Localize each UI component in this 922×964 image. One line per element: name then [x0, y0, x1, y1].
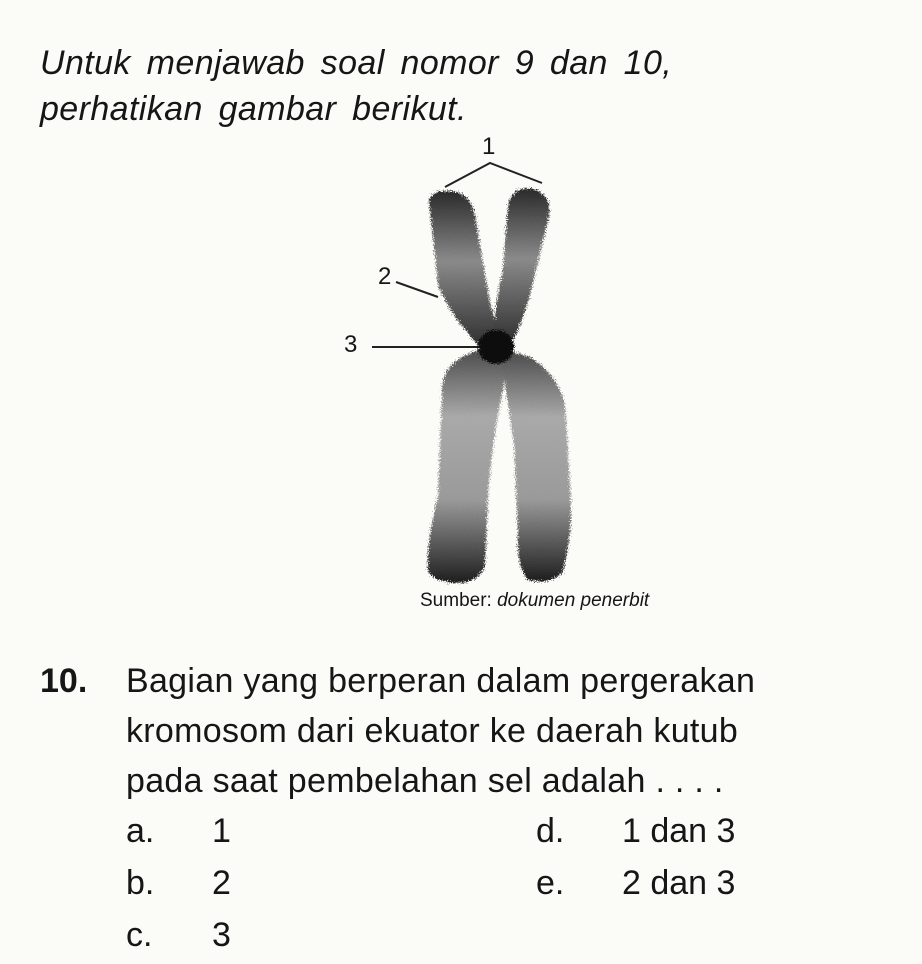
option-a-text: 1 — [212, 812, 231, 850]
question-line-3: pada saat pembelahan sel adalah . . . . — [126, 762, 724, 800]
option-e-text: 2 dan 3 — [622, 864, 736, 902]
chromosome-illustration — [330, 125, 750, 620]
question-text — [126, 656, 906, 806]
instruction-line-2: perhatikan gambar berikut. — [40, 90, 467, 128]
chromosome-figure — [330, 125, 750, 620]
question-line-1: Bagian yang berperan dalam pergerakan — [126, 662, 756, 700]
option-b-text: 2 — [212, 864, 231, 902]
option-d-letter: d. — [536, 812, 565, 850]
option-b-letter: b. — [126, 864, 155, 902]
option-c-text: 3 — [212, 916, 231, 954]
option-c-letter: c. — [126, 916, 153, 954]
option-d[interactable] — [536, 806, 735, 856]
option-b[interactable] — [126, 858, 231, 908]
option-d-text: 1 dan 3 — [622, 812, 736, 850]
source-name: dokumen penerbit — [497, 590, 650, 611]
option-e-letter: e. — [536, 864, 565, 902]
instruction-line-1: Untuk menjawab soal nomor 9 dan 10, — [40, 44, 673, 82]
label-2: 2 — [378, 263, 392, 290]
image-source-caption — [420, 590, 649, 612]
option-a-letter: a. — [126, 812, 155, 850]
option-c[interactable] — [126, 910, 231, 960]
instruction-text — [40, 40, 880, 132]
label-3: 3 — [344, 331, 358, 358]
chromosome-body — [428, 188, 571, 583]
question-number: 10. — [40, 662, 88, 700]
question-line-2: kromosom dari ekuator ke daerah kutub — [126, 712, 739, 750]
label-1: 1 — [482, 133, 496, 160]
option-a[interactable] — [126, 806, 231, 856]
option-e[interactable] — [536, 858, 735, 908]
source-prefix: Sumber: — [420, 590, 492, 611]
